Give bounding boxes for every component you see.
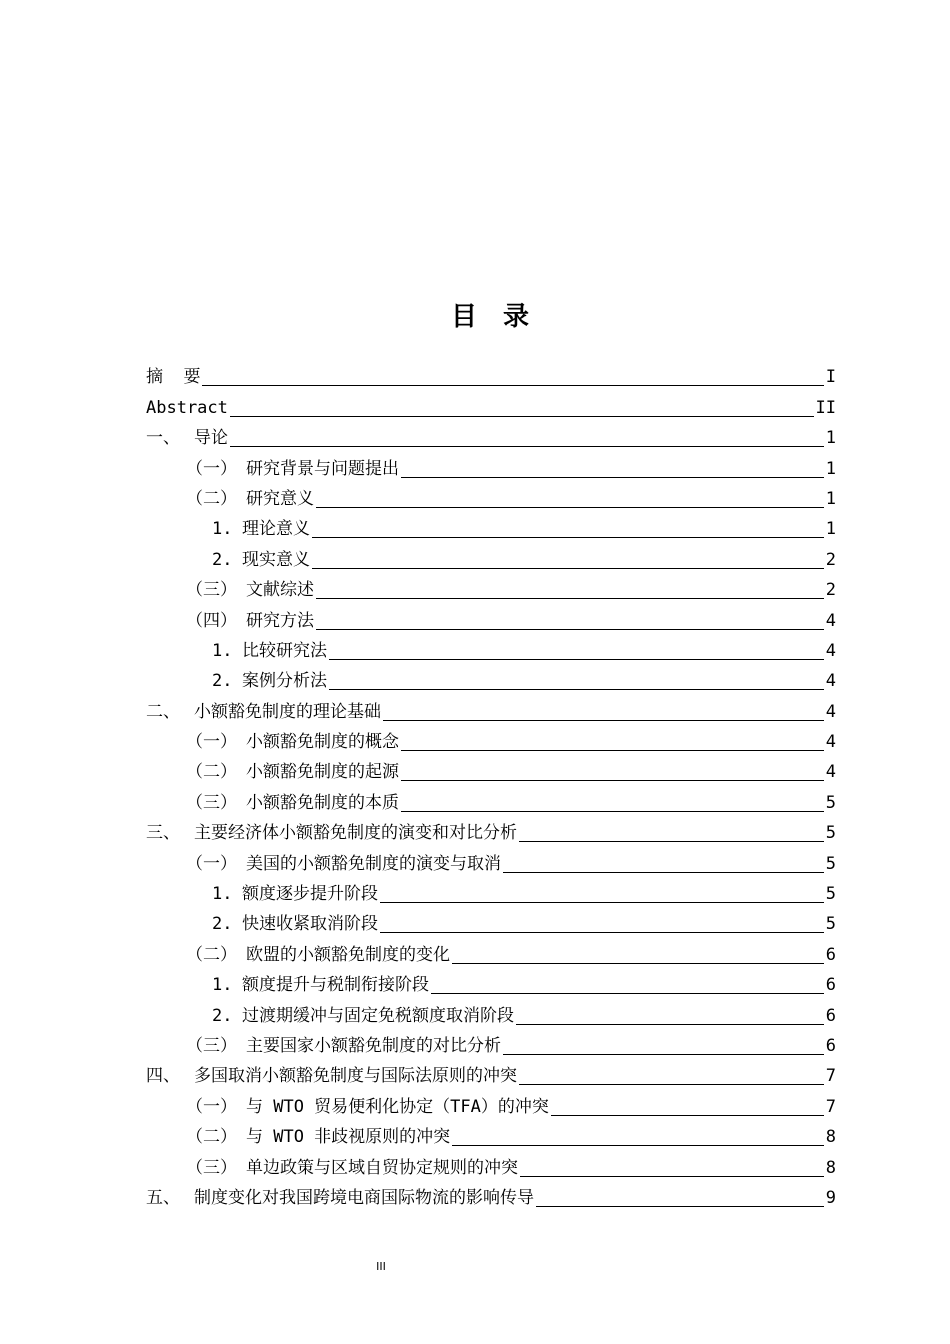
toc-entry-title: 研究意义	[246, 488, 314, 509]
toc-entry-number: （四）	[186, 610, 237, 631]
toc-entry[interactable]	[146, 694, 836, 724]
toc-entry-title: 研究方法	[246, 610, 314, 631]
toc-entry-label	[212, 1006, 514, 1029]
toc-leader-line	[380, 932, 824, 933]
toc-entry-label	[186, 793, 399, 816]
toc-entry-page: 8	[825, 1157, 836, 1178]
toc-leader-line	[230, 446, 824, 447]
toc-entry-page: 8	[825, 1127, 836, 1148]
toc-entry-label	[146, 428, 228, 451]
toc-entry[interactable]	[146, 390, 836, 420]
toc-leader-line	[316, 507, 824, 508]
toc-entry-page: 1	[825, 428, 836, 449]
toc-leader-line	[312, 537, 824, 538]
toc-entry[interactable]	[146, 482, 836, 512]
toc-entry-title: 与 WTO 贸易便利化协定（TFA）的冲突	[246, 1096, 549, 1117]
toc-entry-label	[186, 580, 314, 603]
toc-entry-label	[146, 1066, 517, 1089]
toc-entry-label	[146, 398, 228, 421]
toc-entry-page: 1	[825, 488, 836, 509]
toc-entry[interactable]	[146, 451, 836, 481]
toc-entry-number: 2.	[212, 1005, 233, 1026]
toc-entry-title: Abstract	[146, 397, 228, 418]
toc-entry-number: 五、	[146, 1187, 180, 1208]
toc-entry-page: 1	[825, 519, 836, 540]
toc-entry-page: 6	[825, 975, 836, 996]
toc-leader-line	[452, 963, 824, 964]
toc-title	[0, 296, 950, 333]
toc-entry[interactable]	[146, 634, 836, 664]
toc-entry-label	[186, 489, 314, 512]
toc-entry-label	[212, 641, 327, 664]
toc-title-first: 目	[450, 302, 477, 332]
toc-entry-page: 2	[825, 549, 836, 570]
toc-leader-line	[519, 1084, 824, 1085]
toc-entry[interactable]	[146, 360, 836, 390]
toc-entry[interactable]	[146, 1059, 836, 1089]
toc-entry-number: 1.	[212, 519, 233, 540]
toc-entry-title: 制度变化对我国跨境电商国际物流的影响传导	[194, 1187, 534, 1208]
toc-entry[interactable]	[146, 573, 836, 603]
toc-entry-page: 4	[825, 640, 836, 661]
toc-entry-page: 7	[825, 1096, 836, 1117]
toc-entry-number: 2.	[212, 671, 233, 692]
toc-entry[interactable]	[146, 907, 836, 937]
toc-entry-title: 小额豁免制度的起源	[246, 762, 399, 783]
toc-entry-label	[186, 854, 501, 877]
toc-entry-label	[212, 671, 327, 694]
toc-entry-number: （一）	[186, 853, 237, 874]
toc-entry-label	[146, 1188, 534, 1211]
toc-leader-line	[401, 811, 824, 812]
toc-leader-line	[383, 720, 824, 721]
toc-entry-label	[186, 1097, 549, 1120]
toc-leader-line	[230, 416, 814, 417]
toc-entry-label	[186, 762, 399, 785]
toc-entry[interactable]	[146, 421, 836, 451]
toc-entry-page: 6	[825, 1035, 836, 1056]
toc-entry-page: 5	[825, 853, 836, 874]
toc-entry[interactable]	[146, 846, 836, 876]
toc-entry-number: （二）	[186, 944, 237, 965]
toc-leader-line	[401, 780, 824, 781]
toc-entry-title: 额度提升与税制衔接阶段	[242, 975, 429, 996]
toc-leader-line	[520, 1176, 824, 1177]
toc-entry-page: 6	[825, 1005, 836, 1026]
toc-entry[interactable]	[146, 937, 836, 967]
toc-entry-number: （三）	[186, 792, 237, 813]
toc-leader-line	[536, 1206, 824, 1207]
toc-leader-line	[503, 872, 824, 873]
toc-entry[interactable]	[146, 816, 836, 846]
toc-entry-page: 4	[825, 701, 836, 722]
toc-entry-page: 5	[825, 823, 836, 844]
toc-entry[interactable]	[146, 1181, 836, 1211]
toc-entry-number: （二）	[186, 762, 237, 783]
toc-leader-line	[329, 659, 824, 660]
toc-entry-title: 额度逐步提升阶段	[242, 884, 378, 905]
toc-entry-title: 过渡期缓冲与固定免税额度取消阶段	[242, 1005, 514, 1026]
toc-entry-number: 1.	[212, 975, 233, 996]
toc-leader-line	[516, 1024, 824, 1025]
toc-entry-label	[212, 550, 310, 573]
toc-entry-label	[186, 459, 399, 482]
toc-entry-label	[212, 519, 310, 542]
toc-entry[interactable]	[146, 1150, 836, 1180]
page-number: III	[376, 1260, 386, 1273]
toc-entry-page: I	[825, 367, 836, 388]
toc-entry-number: 2.	[212, 549, 233, 570]
toc-leader-line	[316, 629, 824, 630]
toc-entry-number: （一）	[186, 458, 237, 479]
toc-leader-line	[380, 902, 824, 903]
toc-leader-line	[431, 993, 824, 994]
toc-title-second: 录	[503, 302, 530, 332]
toc-entry[interactable]	[146, 877, 836, 907]
toc-leader-line	[551, 1115, 824, 1116]
toc-entry[interactable]	[146, 1089, 836, 1119]
toc-entry-number: （二）	[186, 1127, 237, 1148]
toc-entry-page: 4	[825, 671, 836, 692]
toc-entry-number: 一、	[146, 428, 180, 449]
toc-entry-number: 2.	[212, 914, 233, 935]
toc-entry-number: （三）	[186, 580, 237, 601]
toc-entry-title: 多国取消小额豁免制度与国际法原则的冲突	[194, 1066, 517, 1087]
toc-entry-label	[146, 367, 200, 390]
toc-leader-line	[452, 1145, 824, 1146]
toc-entry[interactable]	[146, 725, 836, 755]
toc-entry-number: （一）	[186, 1096, 237, 1117]
toc-entry-number: （一）	[186, 732, 237, 753]
toc-entry-label	[186, 945, 450, 968]
toc-entry[interactable]	[146, 603, 836, 633]
toc-entry-label	[186, 1036, 501, 1059]
toc-leader-line	[329, 689, 824, 690]
toc-entry-page: 1	[825, 458, 836, 479]
toc-entry[interactable]	[146, 512, 836, 542]
toc-entry-page: II	[815, 397, 836, 418]
toc-entry-title: 美国的小额豁免制度的演变与取消	[246, 853, 501, 874]
toc-leader-line	[519, 841, 824, 842]
toc-entry[interactable]	[146, 968, 836, 998]
toc-entry-title: 单边政策与区域自贸协定规则的冲突	[246, 1157, 518, 1178]
toc-entry-page: 4	[825, 762, 836, 783]
toc-entry-number: 1.	[212, 884, 233, 905]
toc-entry-title: 研究背景与问题提出	[246, 458, 399, 479]
toc-leader-line	[202, 385, 823, 386]
toc-entry[interactable]	[146, 1120, 836, 1150]
toc-entry-page: 5	[825, 792, 836, 813]
toc-entry[interactable]	[146, 664, 836, 694]
toc-entry-number: 四、	[146, 1066, 180, 1087]
toc-entry-title: 比较研究法	[242, 640, 327, 661]
toc-entry-page: 6	[825, 944, 836, 965]
toc-entry-title: 摘 要	[146, 367, 201, 388]
toc-entry-label	[212, 884, 378, 907]
toc-entry-title: 主要国家小额豁免制度的对比分析	[246, 1035, 501, 1056]
toc-entry-title: 小额豁免制度的概念	[246, 732, 399, 753]
toc-entry-title: 小额豁免制度的理论基础	[194, 701, 381, 722]
toc-entry-title: 导论	[194, 428, 228, 449]
toc-entry[interactable]	[146, 998, 836, 1028]
toc-leader-line	[503, 1054, 824, 1055]
toc-leader-line	[401, 750, 824, 751]
toc-leader-line	[401, 477, 824, 478]
toc-entry-label	[186, 611, 314, 634]
toc-entry-title: 欧盟的小额豁免制度的变化	[246, 944, 450, 965]
toc-entry-page: 7	[825, 1066, 836, 1087]
toc-leader-line	[312, 568, 824, 569]
toc-entry-label	[146, 702, 381, 725]
toc-entry-title: 小额豁免制度的本质	[246, 792, 399, 813]
toc-leader-line	[316, 598, 824, 599]
toc-entry-label	[186, 1158, 518, 1181]
toc-entry-number: 1.	[212, 640, 233, 661]
toc-entry[interactable]	[146, 542, 836, 572]
toc-entry-label	[212, 975, 429, 998]
toc-entry[interactable]	[146, 1029, 836, 1059]
toc-entry-title: 理论意义	[242, 519, 310, 540]
toc-entry-title: 与 WTO 非歧视原则的冲突	[246, 1127, 451, 1148]
toc-entry-label	[186, 732, 399, 755]
toc-entry[interactable]	[146, 755, 836, 785]
toc-entry-number: （二）	[186, 488, 237, 509]
toc-entry-page: 5	[825, 884, 836, 905]
toc-entry-label	[186, 1127, 450, 1150]
toc-entry[interactable]	[146, 785, 836, 815]
toc-entry-title: 现实意义	[242, 549, 310, 570]
toc-entry-title: 案例分析法	[242, 671, 327, 692]
toc-entry-page: 5	[825, 914, 836, 935]
toc-entry-label	[146, 823, 517, 846]
toc-entry-title: 快速收紧取消阶段	[242, 914, 378, 935]
toc-entry-number: 三、	[146, 823, 180, 844]
toc-entry-label	[212, 914, 378, 937]
toc-entry-title: 文献综述	[246, 580, 314, 601]
toc-entry-page: 4	[825, 732, 836, 753]
toc-entry-number: （三）	[186, 1157, 237, 1178]
toc-entry-number: 二、	[146, 701, 180, 722]
table-of-contents	[146, 360, 836, 1211]
toc-entry-title: 主要经济体小额豁免制度的演变和对比分析	[194, 823, 517, 844]
toc-entry-number: （三）	[186, 1035, 237, 1056]
toc-entry-page: 9	[825, 1187, 836, 1208]
toc-entry-page: 4	[825, 610, 836, 631]
toc-entry-page: 2	[825, 580, 836, 601]
